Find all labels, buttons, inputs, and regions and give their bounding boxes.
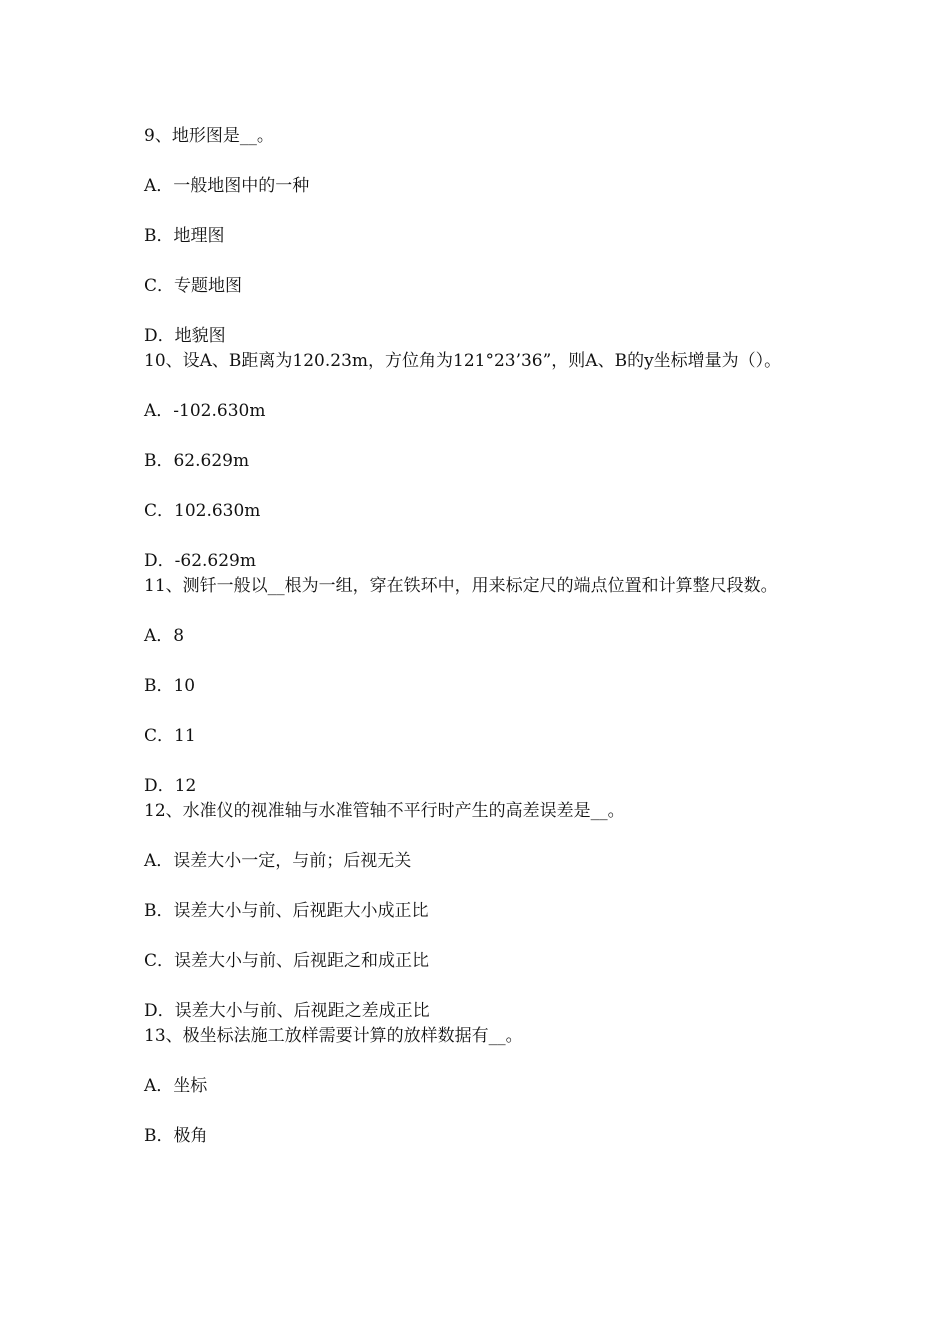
question-10 bbox=[144, 349, 812, 574]
question-12 bbox=[144, 799, 812, 1024]
option-a: A．坐标 bbox=[144, 1076, 208, 1096]
question-stem: 12、水准仪的视准轴与水准管轴不平行时产生的高差误差是__。 bbox=[144, 801, 625, 821]
option-b: B．误差大小与前、后视距大小成正比 bbox=[144, 901, 429, 921]
question-stem: 10、设A、B距离为120.23m，方位角为121°23’36”，则A、B的y坐标增量为（）。 bbox=[144, 351, 782, 371]
option-c: C．102.630m bbox=[144, 501, 261, 521]
option-d: D．12 bbox=[144, 776, 197, 796]
document-page bbox=[144, 124, 812, 1149]
option-a: A．误差大小一定，与前；后视无关 bbox=[144, 851, 412, 871]
option-b: B．10 bbox=[144, 676, 196, 696]
question-stem: 13、极坐标法施工放样需要计算的放样数据有__。 bbox=[144, 1026, 523, 1046]
option-a: A．一般地图中的一种 bbox=[144, 176, 310, 196]
option-a: A．-102.630m bbox=[144, 401, 266, 421]
question-stem: 9、地形图是__。 bbox=[144, 126, 274, 146]
option-d: D．-62.629m bbox=[144, 551, 256, 571]
option-d: D．误差大小与前、后视距之差成正比 bbox=[144, 1001, 430, 1021]
option-b: B．极角 bbox=[144, 1126, 208, 1146]
question-11 bbox=[144, 574, 812, 799]
option-a: A．8 bbox=[144, 626, 185, 646]
option-c: C．误差大小与前、后视距之和成正比 bbox=[144, 951, 430, 971]
question-13 bbox=[144, 1024, 812, 1149]
option-b: B．62.629m bbox=[144, 451, 250, 471]
question-stem: 11、测钎一般以__根为一组，穿在铁环中，用来标定尺的端点位置和计算整尺段数。 bbox=[144, 576, 778, 596]
option-c: C．11 bbox=[144, 726, 196, 746]
question-9 bbox=[144, 124, 812, 349]
option-b: B．地理图 bbox=[144, 226, 225, 246]
option-d: D．地貌图 bbox=[144, 326, 226, 346]
option-c: C．专题地图 bbox=[144, 276, 243, 296]
